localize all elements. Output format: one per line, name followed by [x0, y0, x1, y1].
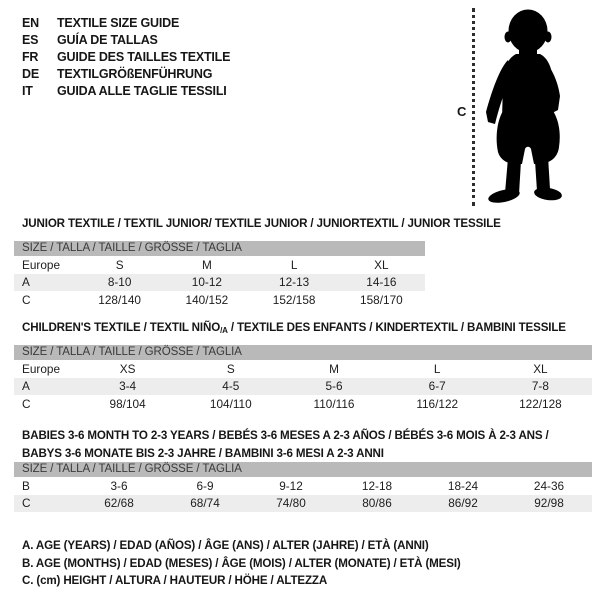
table-row	[14, 256, 425, 274]
table-cell: 68/74	[190, 496, 220, 511]
language-row	[22, 66, 230, 83]
table-cell: 158/170	[360, 292, 403, 307]
language-row	[22, 31, 230, 48]
row-label: Europe	[22, 257, 61, 272]
language-title-list	[22, 14, 230, 100]
table-cell: 128/140	[98, 292, 141, 307]
size-header-bar: SIZE / TALLA / TAILLE / GRÖSSE / TAGLIA	[14, 241, 425, 256]
table-cell: XL	[533, 361, 548, 376]
babies-size-table	[14, 462, 592, 512]
table-cell: 122/128	[519, 396, 562, 411]
size-header-bar: SIZE / TALLA / TAILLE / GRÖSSE / TAGLIA	[14, 345, 592, 360]
children-size-table	[14, 345, 592, 413]
table-cell: 6-9	[196, 478, 214, 493]
table-cell: M	[329, 361, 339, 376]
title-line-1: BABIES 3-6 MONTH TO 2-3 YEARS / BEBÉS 3-6 MESES A 2-3 AÑOS / BÉBÉS 3-6 MOIS À 2-3 ANS /	[22, 429, 549, 442]
row-label: C	[22, 396, 31, 411]
table-cell: 14-16	[366, 275, 397, 290]
language-title: TEXTILE SIZE GUIDE	[57, 15, 180, 30]
title-text: CHILDREN'S TEXTILE / TEXTIL NIÑO	[22, 321, 221, 334]
language-code: FR	[22, 49, 39, 64]
table-cell: 4-5	[222, 379, 240, 394]
table-cell: 62/68	[104, 496, 134, 511]
table-cell: 18-24	[447, 478, 479, 493]
table-row	[14, 395, 592, 413]
table-cell: 116/122	[416, 396, 459, 411]
table-cell: 9-12	[279, 478, 303, 493]
language-row	[22, 48, 230, 65]
footnote-age-months: B. AGE (MONTHS) / EDAD (MESES) / ÂGE (MOIS) / ALTER (MONATE) / ETÀ (MESI)	[22, 556, 461, 570]
language-code: IT	[22, 84, 33, 99]
table-cell: 98/104	[109, 396, 146, 411]
table-row	[14, 378, 592, 396]
baby-silhouette-icon	[478, 6, 574, 206]
language-code: DE	[22, 67, 39, 82]
height-measure-label: C	[457, 104, 467, 119]
title-line-2: BABYS 3-6 MONATE BIS 2-3 JAHRE / BAMBINI 3-6 MESI A 2-3 ANNI	[22, 447, 384, 460]
table-cell: 92/98	[534, 496, 564, 511]
legend-footnotes	[22, 537, 461, 590]
table-cell: L	[433, 361, 441, 376]
row-label: A	[22, 275, 30, 290]
table-row	[14, 291, 425, 309]
language-title: GUÍA DE TALLAS	[57, 32, 158, 47]
title-text: / TEXTILE DES ENFANTS / KINDERTEXTIL / BAMBINI TESSILE	[227, 321, 566, 334]
table-row	[14, 477, 592, 495]
footnote-height: C. (cm) HEIGHT / ALTURA / HAUTEUR / HÖHE / ALTEZZA	[22, 574, 328, 588]
footnote-age-years: A. AGE (YEARS) / EDAD (AÑOS) / ÂGE (ANS) / ALTER (JAHRE) / ETÀ (ANNI)	[22, 539, 429, 552]
language-row	[22, 14, 230, 31]
table-row	[14, 360, 592, 378]
table-cell: 7-8	[531, 379, 549, 394]
title-subscript: /A	[220, 326, 228, 335]
table-cell: XL	[374, 257, 389, 272]
section-title-children	[22, 319, 566, 340]
row-label: B	[22, 478, 30, 493]
language-code: ES	[22, 32, 39, 47]
table-cell: 140/152	[185, 292, 229, 307]
table-cell: 12-13	[279, 275, 310, 290]
section-title-junior: JUNIOR TEXTILE / TEXTIL JUNIOR/ TEXTILE JUNIOR / JUNIORTEXTIL / JUNIOR TESSILE	[22, 217, 501, 230]
table-cell: 10-12	[191, 275, 222, 290]
junior-size-table	[14, 241, 425, 309]
row-label: Europe	[22, 361, 61, 376]
language-title: TEXTILGRÖßENFÜHRUNG	[57, 67, 213, 82]
table-row	[14, 274, 425, 292]
table-cell: 8-10	[107, 275, 132, 290]
table-cell: 3-6	[110, 478, 128, 493]
table-cell: 74/80	[276, 496, 306, 511]
table-cell: XS	[119, 361, 136, 376]
table-cell: 110/116	[313, 396, 355, 411]
language-code: EN	[22, 15, 39, 30]
table-cell: S	[226, 361, 235, 376]
language-title: GUIDA ALLE TAGLIE TESSILI	[57, 84, 227, 99]
language-row	[22, 83, 230, 100]
table-cell: 152/158	[272, 292, 316, 307]
table-cell: 104/110	[209, 396, 252, 411]
table-row	[14, 495, 592, 513]
language-title: GUIDE DES TAILLES TEXTILE	[57, 49, 231, 64]
size-header-bar: SIZE / TALLA / TAILLE / GRÖSSE / TAGLIA	[14, 462, 592, 477]
section-title-babies	[22, 427, 549, 463]
table-cell: M	[201, 257, 212, 272]
height-measure-dotted-line	[472, 8, 475, 206]
table-cell: 6-7	[428, 379, 446, 394]
table-cell: S	[115, 257, 124, 272]
table-cell: 86/92	[448, 496, 478, 511]
row-label: C	[22, 292, 31, 307]
table-cell: 3-4	[119, 379, 137, 394]
row-label: A	[22, 379, 30, 394]
table-cell: 80/86	[362, 496, 392, 511]
table-cell: 12-18	[361, 478, 393, 493]
row-label: C	[22, 496, 31, 511]
table-cell: L	[290, 257, 298, 272]
table-cell: 5-6	[325, 379, 343, 394]
table-cell: 24-36	[533, 478, 565, 493]
